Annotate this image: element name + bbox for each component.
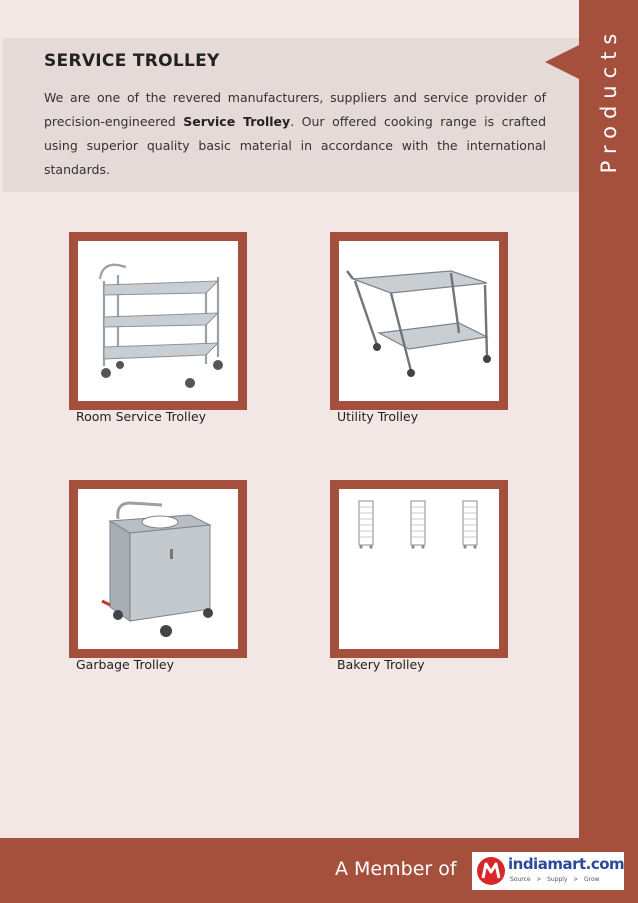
garbage-trolley-illustration	[78, 489, 238, 649]
product-frame	[69, 480, 247, 658]
product-frame	[330, 232, 508, 410]
section-title: SERVICE TROLLEY	[44, 51, 220, 71]
product-frame	[330, 480, 508, 658]
product-photo-room-service-trolley	[78, 241, 238, 401]
footer-bar	[0, 838, 638, 903]
indiamart-logo[interactable]	[472, 852, 624, 890]
product-frame	[69, 232, 247, 410]
description-part-1: We are one of the revered manufacturers, suppliers and service provider of precision-engineered	[44, 90, 546, 129]
indiamart-m-icon	[476, 856, 506, 886]
description-part-2: . Our offered cooking range is crafted using superior quality basic material in accordance with the international standards.	[44, 114, 546, 177]
sidebar-arrow-icon	[545, 45, 579, 79]
utility-trolley-illustration	[339, 241, 499, 401]
sidebar-products-label: Products	[597, 26, 621, 174]
logo-tagline: Source > Supply > Grow	[510, 876, 600, 883]
product-photo-garbage-trolley	[78, 489, 238, 649]
intro-panel	[3, 38, 579, 192]
product-name: Bakery Trolley	[337, 657, 425, 672]
section-description	[44, 86, 546, 182]
logo-wordmark: indiamart.com	[508, 855, 625, 873]
room-service-trolley-illustration	[78, 241, 238, 401]
member-text: A Member of	[335, 858, 457, 880]
product-name: Room Service Trolley	[76, 409, 207, 424]
product-photo-bakery-trolley	[339, 489, 499, 649]
product-photo-utility-trolley	[339, 241, 499, 401]
description-highlight: Service Trolley	[183, 114, 291, 129]
product-name: Garbage Trolley	[76, 657, 175, 672]
product-name: Utility Trolley	[337, 409, 419, 424]
bakery-trolley-illustration	[339, 489, 499, 649]
